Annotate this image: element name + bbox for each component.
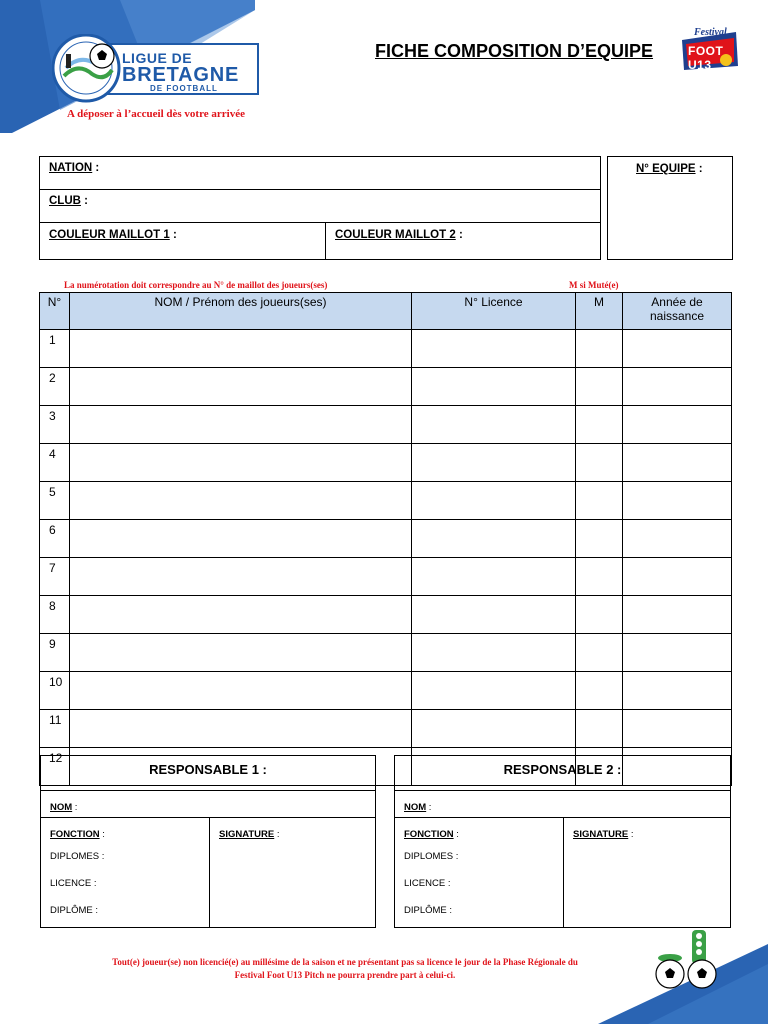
maillot1-field[interactable] bbox=[49, 229, 177, 241]
player-birth-year-cell[interactable] bbox=[623, 634, 732, 672]
col-header-mute: M bbox=[576, 293, 623, 330]
responsable-2-nom-box[interactable]: NOM : bbox=[394, 790, 731, 818]
responsable-1-signature-field[interactable]: SIGNATURE : bbox=[219, 829, 280, 840]
player-licence-cell[interactable] bbox=[412, 634, 576, 672]
equipe-label: N° EQUIPE bbox=[636, 163, 696, 175]
table-row bbox=[40, 482, 732, 520]
responsable-2-diplomes-label: DIPLOMES : bbox=[404, 851, 459, 862]
responsable-2-fonction-label: FONCTION bbox=[404, 829, 454, 840]
player-mute-cell[interactable] bbox=[576, 406, 623, 444]
responsable-1-nom-label: NOM bbox=[50, 802, 73, 813]
responsable-1-diplomes-label: DIPLOMES : bbox=[50, 851, 105, 862]
equipe-number-box[interactable] bbox=[607, 156, 733, 260]
responsable-2-title: RESPONSABLE 2 : bbox=[503, 762, 622, 777]
team-info-box bbox=[39, 156, 601, 260]
colon: : bbox=[695, 163, 703, 175]
deposit-note: A déposer à l’accueil dès votre arrivée bbox=[67, 108, 245, 120]
player-licence-cell[interactable] bbox=[412, 710, 576, 748]
festival-logo-line2: FOOT U13 bbox=[688, 44, 724, 72]
player-name-cell[interactable] bbox=[70, 634, 412, 672]
player-name-cell[interactable] bbox=[70, 672, 412, 710]
player-licence-cell[interactable] bbox=[412, 558, 576, 596]
player-number: 6 bbox=[40, 520, 70, 558]
player-licence-cell[interactable] bbox=[412, 482, 576, 520]
club-label: CLUB bbox=[49, 195, 81, 207]
table-row bbox=[40, 634, 732, 672]
responsable-2-signature-label: SIGNATURE bbox=[573, 829, 629, 840]
player-mute-cell[interactable] bbox=[576, 520, 623, 558]
player-name-cell[interactable] bbox=[70, 710, 412, 748]
player-number: 11 bbox=[40, 710, 70, 748]
player-birth-year-cell[interactable] bbox=[623, 368, 732, 406]
player-birth-year-cell[interactable] bbox=[623, 482, 732, 520]
table-row bbox=[40, 520, 732, 558]
festival-foot-u13-logo bbox=[676, 26, 742, 74]
logo-line3: DE FOOTBALL bbox=[150, 84, 218, 93]
responsable-2-title-box bbox=[394, 755, 731, 791]
responsable-1-diplome-label: DIPLÔME : bbox=[50, 905, 99, 916]
colon: : bbox=[92, 162, 100, 174]
player-mute-cell[interactable] bbox=[576, 634, 623, 672]
table-row bbox=[40, 444, 732, 482]
player-licence-cell[interactable] bbox=[412, 444, 576, 482]
player-licence-cell[interactable] bbox=[412, 672, 576, 710]
col-header-name: NOM / Prénom des joueurs(ses) bbox=[70, 293, 412, 330]
equipe-field bbox=[636, 163, 703, 175]
football-balls-icon bbox=[652, 930, 722, 990]
player-name-cell[interactable] bbox=[70, 368, 412, 406]
player-licence-cell[interactable] bbox=[412, 520, 576, 558]
maillot2-field[interactable] bbox=[335, 229, 463, 241]
player-name-cell[interactable] bbox=[70, 596, 412, 634]
responsable-2-signature-field[interactable]: SIGNATURE : bbox=[573, 829, 634, 840]
club-field[interactable] bbox=[49, 195, 88, 207]
player-number: 9 bbox=[40, 634, 70, 672]
players-table-header bbox=[40, 293, 732, 330]
table-row bbox=[40, 596, 732, 634]
responsable-2-nom-label: NOM bbox=[404, 802, 427, 813]
logo-line1: LIGUE DE bbox=[122, 50, 193, 66]
table-row bbox=[40, 672, 732, 710]
player-birth-year-cell[interactable] bbox=[623, 672, 732, 710]
player-mute-cell[interactable] bbox=[576, 482, 623, 520]
responsable-2-diplome-label: DIPLÔME : bbox=[404, 905, 453, 916]
player-birth-year-cell[interactable] bbox=[623, 558, 732, 596]
responsable-2-licence-label: LICENCE : bbox=[404, 878, 451, 889]
player-mute-cell[interactable] bbox=[576, 368, 623, 406]
page-title: FICHE COMPOSITION D’EQUIPE bbox=[375, 41, 654, 61]
players-table bbox=[39, 292, 732, 786]
player-name-cell[interactable] bbox=[70, 444, 412, 482]
player-mute-cell[interactable] bbox=[576, 672, 623, 710]
table-row bbox=[40, 406, 732, 444]
player-birth-year-cell[interactable] bbox=[623, 330, 732, 368]
player-name-cell[interactable] bbox=[70, 520, 412, 558]
logo-text bbox=[122, 51, 239, 93]
table-row bbox=[40, 368, 732, 406]
player-name-cell[interactable] bbox=[70, 406, 412, 444]
maillot1-label: COULEUR MAILLOT 1 bbox=[49, 229, 170, 241]
responsable-1-licence-label: LICENCE : bbox=[50, 878, 97, 889]
responsable-1-nom-box[interactable]: NOM : bbox=[40, 790, 376, 818]
colon: : bbox=[169, 229, 177, 241]
player-licence-cell[interactable] bbox=[412, 330, 576, 368]
col-header-licence: N° Licence bbox=[412, 293, 576, 330]
player-licence-cell[interactable] bbox=[412, 406, 576, 444]
player-number: 2 bbox=[40, 368, 70, 406]
nation-field[interactable] bbox=[49, 162, 99, 174]
player-number: 8 bbox=[40, 596, 70, 634]
ligue-bretagne-logo bbox=[52, 34, 260, 104]
player-birth-year-cell[interactable] bbox=[623, 710, 732, 748]
player-mute-cell[interactable] bbox=[576, 330, 623, 368]
nation-label: NATION bbox=[49, 162, 93, 174]
table-row bbox=[40, 558, 732, 596]
player-number: 1 bbox=[40, 330, 70, 368]
table-row bbox=[40, 330, 732, 368]
player-number: 3 bbox=[40, 406, 70, 444]
player-licence-cell[interactable] bbox=[412, 368, 576, 406]
player-mute-cell[interactable] bbox=[576, 558, 623, 596]
festival-logo-line1: Festival bbox=[694, 27, 727, 38]
footer-line1: Tout(e) joueur(se) non licencié(e) au millésime de la saison et ne présentant pas sa licence le jour de la Phase Régionale du bbox=[112, 957, 578, 967]
player-licence-cell[interactable] bbox=[412, 596, 576, 634]
player-number: 4 bbox=[40, 444, 70, 482]
player-number: 10 bbox=[40, 672, 70, 710]
player-birth-year-cell[interactable] bbox=[623, 520, 732, 558]
responsable-2-details-box: FONCTION : DIPLOMES : LICENCE : DIPLÔME : SIGNATURE : bbox=[394, 817, 731, 928]
col-header-num: N° bbox=[40, 293, 70, 330]
maillot2-label: COULEUR MAILLOT 2 bbox=[335, 229, 456, 241]
player-mute-cell[interactable] bbox=[576, 710, 623, 748]
responsable-1-details-box: FONCTION : DIPLOMES : LICENCE : DIPLÔME : SIGNATURE : bbox=[40, 817, 376, 928]
player-mute-cell[interactable] bbox=[576, 444, 623, 482]
player-name-cell[interactable] bbox=[70, 330, 412, 368]
numbering-note: La numérotation doit correspondre au N° de maillot des joueurs(ses) bbox=[64, 280, 328, 290]
player-number: 12 bbox=[40, 748, 70, 786]
player-mute-cell[interactable] bbox=[576, 596, 623, 634]
player-birth-year-cell[interactable] bbox=[623, 406, 732, 444]
logo-line2: BRETAGNE bbox=[122, 64, 240, 86]
player-name-cell[interactable] bbox=[70, 558, 412, 596]
player-birth-year-cell[interactable] bbox=[623, 444, 732, 482]
footer-note bbox=[50, 956, 640, 982]
mute-note: M si Muté(e) bbox=[569, 280, 619, 290]
responsable-1-title: RESPONSABLE 1 : bbox=[149, 762, 267, 777]
player-birth-year-cell[interactable] bbox=[623, 596, 732, 634]
colon: : bbox=[80, 195, 88, 207]
responsable-1-title-box bbox=[40, 755, 376, 791]
player-number: 7 bbox=[40, 558, 70, 596]
colon: : bbox=[455, 229, 463, 241]
footer-line2: Festival Foot U13 Pitch ne pourra prendre part à celui-ci. bbox=[234, 970, 456, 980]
responsable-1-signature-label: SIGNATURE bbox=[219, 829, 275, 840]
col-header-birth-year: Année de naissance bbox=[623, 293, 732, 330]
table-row bbox=[40, 710, 732, 748]
player-name-cell[interactable] bbox=[70, 482, 412, 520]
responsable-1-fonction-label: FONCTION bbox=[50, 829, 100, 840]
player-number: 5 bbox=[40, 482, 70, 520]
